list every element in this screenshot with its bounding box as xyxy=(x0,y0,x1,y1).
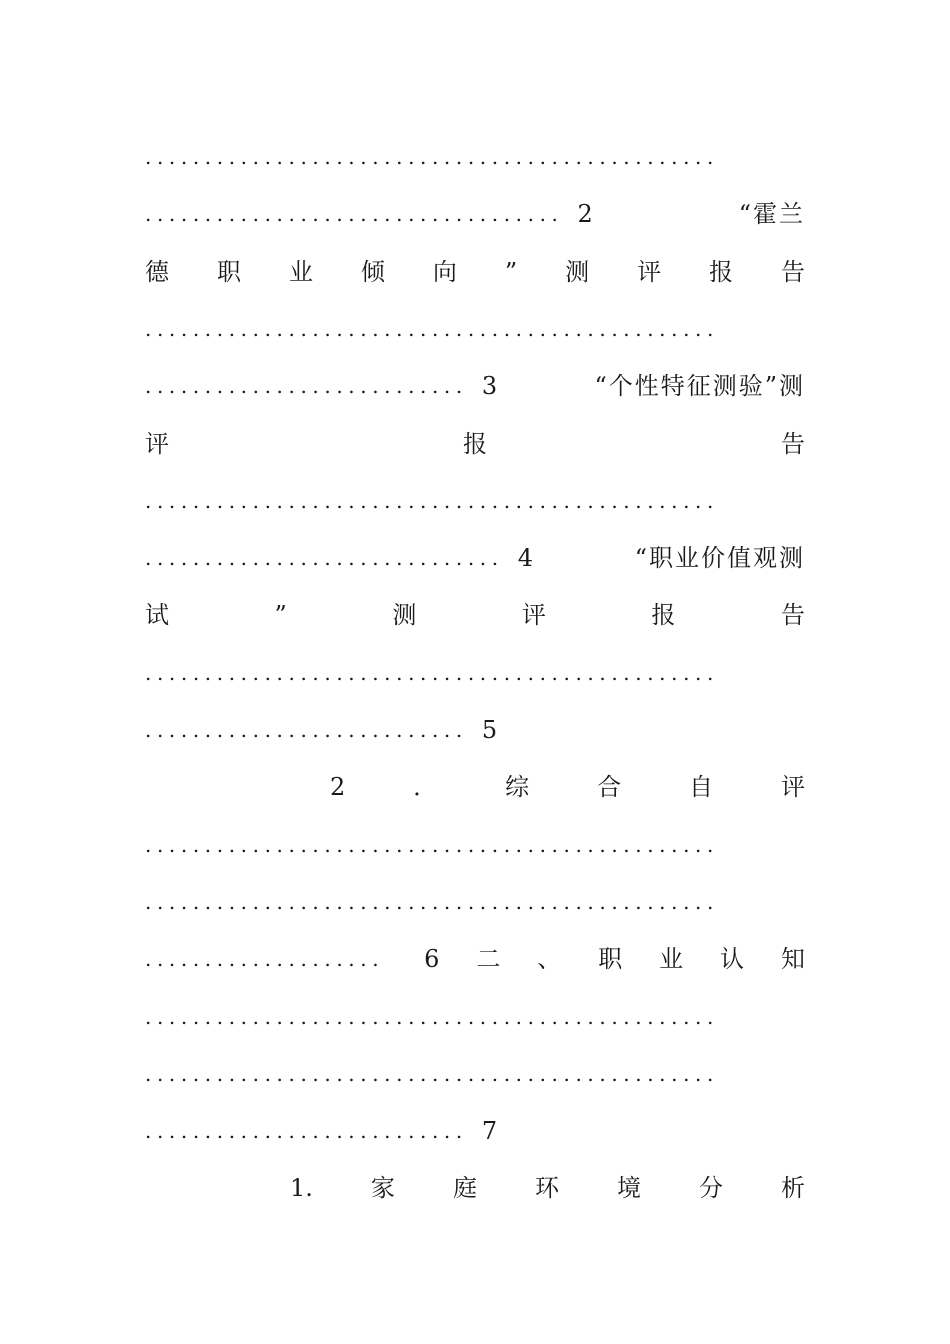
entry-title-char: 倾 xyxy=(360,258,385,286)
toc-line xyxy=(290,1168,805,1208)
entry-title-char: 业 xyxy=(659,945,684,973)
entry-title-char: ” xyxy=(274,601,287,629)
dot-leader: ................................................ xyxy=(145,489,719,513)
dot-leader: ................................................ xyxy=(145,833,719,857)
entry-title: “霍兰 xyxy=(738,200,805,228)
entry-title-char: 德 xyxy=(145,258,169,286)
entry-title-char: 试 xyxy=(145,601,169,629)
page-number: 7 xyxy=(481,1117,498,1145)
entry-title-char: 职 xyxy=(598,945,623,973)
toc-line xyxy=(145,424,805,464)
toc-line xyxy=(145,1054,805,1094)
entry-title-char: 家 xyxy=(370,1174,395,1202)
entry-title-char: 测 xyxy=(392,601,417,629)
dot-leader: .................... xyxy=(145,947,385,971)
entry-title-char: 合 xyxy=(597,773,622,801)
entry-title-char: 认 xyxy=(720,945,745,973)
entry-title-char: 自 xyxy=(689,773,714,801)
dot-leader: ........................... xyxy=(145,1119,468,1143)
dot-leader: ................................................ xyxy=(145,317,719,341)
entry-title-char: 告 xyxy=(781,258,805,286)
toc-line xyxy=(145,825,805,865)
toc-line xyxy=(145,939,805,979)
toc-line xyxy=(330,767,805,807)
dot-leader: ........................... xyxy=(145,374,468,398)
entry-title-char: 测 xyxy=(565,258,590,286)
entry-title: “个性特征测验”测 xyxy=(594,372,805,400)
entry-title-char: 告 xyxy=(781,430,805,458)
entry-title: “职业价值观测 xyxy=(634,544,805,572)
entry-title-char: 环 xyxy=(534,1174,559,1202)
entry-title-char: 业 xyxy=(288,258,313,286)
toc-line xyxy=(145,653,805,693)
toc-line xyxy=(145,252,805,292)
toc-line xyxy=(145,710,805,750)
entry-title-char: 析 xyxy=(781,1174,805,1202)
dot-leader: ................................... xyxy=(145,202,564,226)
entry-title-char: 评 xyxy=(521,601,546,629)
toc-line xyxy=(145,538,805,578)
entry-title-char: ” xyxy=(504,258,518,286)
dot-leader: ................................................ xyxy=(145,890,719,914)
entry-title-char: 二 xyxy=(476,945,501,973)
entry-title-char: 向 xyxy=(432,258,457,286)
entry-title-char: 评 xyxy=(145,430,169,458)
toc-line xyxy=(145,481,805,521)
dot-leader: ................................................ xyxy=(145,145,719,169)
entry-title-group xyxy=(424,939,805,979)
entry-title-char: 报 xyxy=(651,601,676,629)
toc-line xyxy=(145,309,805,349)
entry-title-char: 知 xyxy=(780,945,805,973)
entry-title-char: 报 xyxy=(463,430,487,458)
entry-title-char: 评 xyxy=(780,773,805,801)
entry-title-char: 庭 xyxy=(452,1174,477,1202)
toc-line xyxy=(145,997,805,1037)
entry-title-char: 评 xyxy=(637,258,662,286)
toc-line xyxy=(145,1111,805,1151)
page-number: 2 xyxy=(577,200,593,228)
entry-title-char: 分 xyxy=(698,1174,723,1202)
dot-leader: ................................................ xyxy=(145,661,719,685)
entry-title-char: 6 xyxy=(424,945,440,973)
dot-leader: ................................................ xyxy=(145,1005,719,1029)
dot-leader: ........................... xyxy=(145,718,468,742)
entry-title-char: 职 xyxy=(216,258,241,286)
dot-leader: ................................................ xyxy=(145,1062,719,1086)
entry-title-char: ． xyxy=(413,773,438,801)
entry-title-char: 境 xyxy=(616,1174,641,1202)
entry-title-char: 1. xyxy=(290,1174,313,1202)
entry-title-char: 、 xyxy=(537,945,562,973)
entry-title-char: 综 xyxy=(505,773,530,801)
dot-leader: .............................. xyxy=(145,546,504,570)
toc-line xyxy=(145,366,805,406)
toc-line xyxy=(145,595,805,635)
entry-title-char: 2 xyxy=(330,773,346,801)
page-number: 3 xyxy=(481,372,498,400)
toc-line xyxy=(145,137,805,177)
page-number: 4 xyxy=(517,544,534,572)
page-number: 5 xyxy=(481,716,498,744)
entry-title-char: 告 xyxy=(780,601,805,629)
toc-line xyxy=(145,194,805,234)
toc-line xyxy=(145,882,805,922)
entry-title-char: 报 xyxy=(709,258,734,286)
